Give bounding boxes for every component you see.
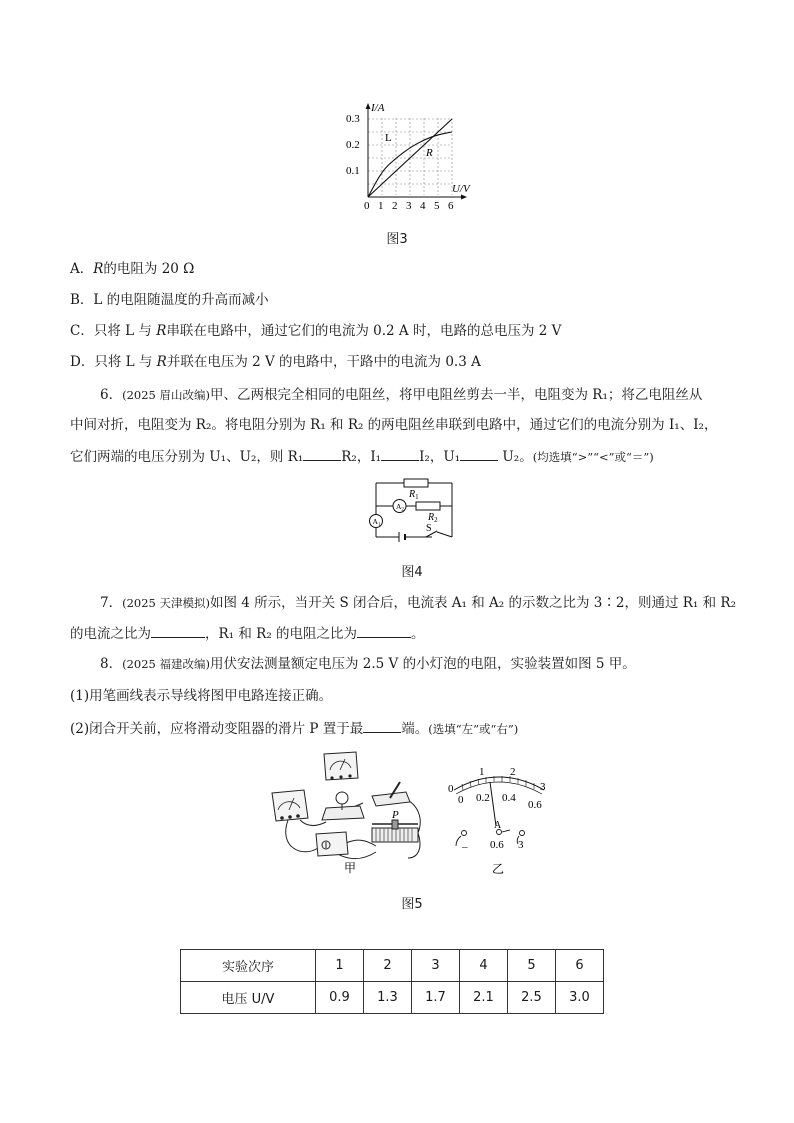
label-switch: S xyxy=(426,523,432,534)
option-c: C．只将 L 与 R串联在电路中，通过它们的电流为 0.2 A 时，电路的总电压为 2 V xyxy=(70,323,562,339)
chart-grid xyxy=(368,118,452,195)
resistor-r2 xyxy=(416,502,440,510)
label-a1: $A_1$ xyxy=(372,517,381,528)
x-tick-label: 6 xyxy=(448,200,454,212)
question-6-line-3: 它们两端的电压分别为 U₁、U₂，则 R₁ R₂，I₁ I₂，U₁ U₂。(均选填“>”“<”或“＝”) xyxy=(70,446,730,467)
rheostat-icon xyxy=(372,820,418,842)
x-axis-arrow xyxy=(461,195,467,200)
option-a: A．R的电阻为 20 Ω xyxy=(70,261,195,277)
terminal-label: 3 xyxy=(518,839,524,851)
question-8-sub-2: (2)闭合开关前，应将滑动变阻器的滑片 P 置于最 端。(选填“左”或“右”) xyxy=(70,718,730,739)
figure-3-caption: 图3 xyxy=(386,232,408,247)
table-cell: 6 xyxy=(556,950,604,982)
lower-scale-zero: 0 xyxy=(458,794,464,806)
answer-blank[interactable] xyxy=(151,623,205,638)
x-axis-label: U/V xyxy=(452,183,470,195)
curve-label-L: L xyxy=(385,132,392,144)
x-tick-label: 4 xyxy=(420,200,426,212)
table-cell: 4 xyxy=(460,950,508,982)
y-tick-label: 0.2 xyxy=(346,139,360,151)
answer-blank[interactable] xyxy=(357,623,411,638)
option-b: B．L 的电阻随温度的升高而减小 xyxy=(70,292,269,308)
table-cell: 1.7 xyxy=(412,982,460,1014)
table-cell: 5 xyxy=(508,950,556,982)
upper-scale-label: 2 xyxy=(510,766,516,778)
lower-scale-label: 0.6 xyxy=(528,799,542,811)
figure-4-caption: 图4 xyxy=(401,565,423,580)
figure-5-ammeter-dial xyxy=(444,760,554,878)
table-cell: 2.1 xyxy=(460,982,508,1014)
x-tick-label: 1 xyxy=(378,200,384,212)
question-6-line-2: 中间对折，电阻变为 R₂。将电阻分别为 R₁ 和 R₂ 的两电阻丝串联到电路中，通过它们的电流分别为 I₁、I₂， xyxy=(70,417,718,433)
curve-label-R: R xyxy=(426,147,433,159)
table-header-cell: 实验次序 xyxy=(181,950,316,982)
label-a2: $A_2$ xyxy=(396,502,404,513)
table-row xyxy=(181,950,604,982)
voltmeter-device-icon xyxy=(324,752,358,780)
option-d: D．只将 L 与 R并联在电压为 2 V 的电路中，干路中的电流为 0.3 A xyxy=(70,354,481,370)
unit-label: A xyxy=(494,820,502,831)
question-7-line-1: 7．(2025 天津模拟)如图 4 所示，当开关 S 闭合后，电流表 A₁ 和 A₂ 的示数之比为 3∶2，则通过 R₁ 和 R₂ xyxy=(100,595,736,611)
slider-label: P xyxy=(392,809,399,821)
figure-4-circuit xyxy=(364,475,464,545)
upper-scale-label: 1 xyxy=(479,766,485,778)
resistor-r1 xyxy=(404,479,428,487)
table-cell: 3 xyxy=(412,950,460,982)
question-8-sub-1: (1)用笔画线表示导线将图甲电路连接正确。 xyxy=(70,688,333,704)
x-tick-label: 0 xyxy=(364,200,370,212)
upper-scale-label: 0 xyxy=(448,783,454,795)
table-cell: 2 xyxy=(364,950,412,982)
terminal-label: 0.6 xyxy=(490,839,504,851)
lower-scale-label: 0.4 xyxy=(502,792,516,804)
table-row xyxy=(181,982,604,1014)
y-tick-label: 0.3 xyxy=(346,113,360,125)
switch-device-icon xyxy=(372,782,410,806)
answer-blank[interactable] xyxy=(363,718,401,733)
dial-arc xyxy=(454,777,544,790)
table-cell: 1 xyxy=(316,950,364,982)
ammeter-device-icon xyxy=(272,790,308,821)
upper-scale-label: 3 xyxy=(540,781,546,793)
table-cell: 2.5 xyxy=(508,982,556,1014)
lower-scale-label: 0.2 xyxy=(476,792,490,804)
y-axis-arrow xyxy=(366,103,371,109)
table-cell: 1.3 xyxy=(364,982,412,1014)
table-header-cell: 电压 U/V xyxy=(181,982,316,1014)
figure-5-caption: 图5 xyxy=(401,897,423,912)
x-tick-label: 2 xyxy=(392,200,398,212)
x-tick-label: 3 xyxy=(406,200,412,212)
y-axis-label: I/A xyxy=(371,102,385,114)
question-7-line-2: 的电流之比为 ，R₁ 和 R₂ 的电阻之比为 。 xyxy=(70,623,730,644)
label-jia: 甲 xyxy=(344,861,357,875)
label-r1: $R_1$ xyxy=(409,489,419,501)
label-r2: $R_2$ xyxy=(428,512,438,524)
terminal-label: – xyxy=(462,841,468,853)
question-8-line-1: 8．(2025 福建改编)用伏安法测量额定电压为 2.5 V 的小灯泡的电阻，实验装置如图 5 甲。 xyxy=(100,656,636,672)
x-tick-label: 5 xyxy=(434,200,440,212)
battery-box-icon xyxy=(316,832,348,856)
answer-blank[interactable] xyxy=(303,446,341,461)
answer-blank[interactable] xyxy=(460,446,498,461)
figure-3-chart xyxy=(340,100,480,215)
battery-icon xyxy=(399,532,405,542)
lamp-icon xyxy=(322,792,364,820)
answer-blank[interactable] xyxy=(381,446,419,461)
label-yi: 乙 xyxy=(492,862,505,876)
figure-5-apparatus xyxy=(268,748,438,878)
y-tick-label: 0.1 xyxy=(346,165,360,177)
data-table xyxy=(180,949,604,1014)
question-6-line-1: 6．(2025 眉山改编)甲、乙两根完全相同的电阻丝，将甲电阻丝剪去一半，电阻变为 R₁；将乙电阻丝从 xyxy=(100,387,703,403)
table-cell: 0.9 xyxy=(316,982,364,1014)
table-cell: 3.0 xyxy=(556,982,604,1014)
